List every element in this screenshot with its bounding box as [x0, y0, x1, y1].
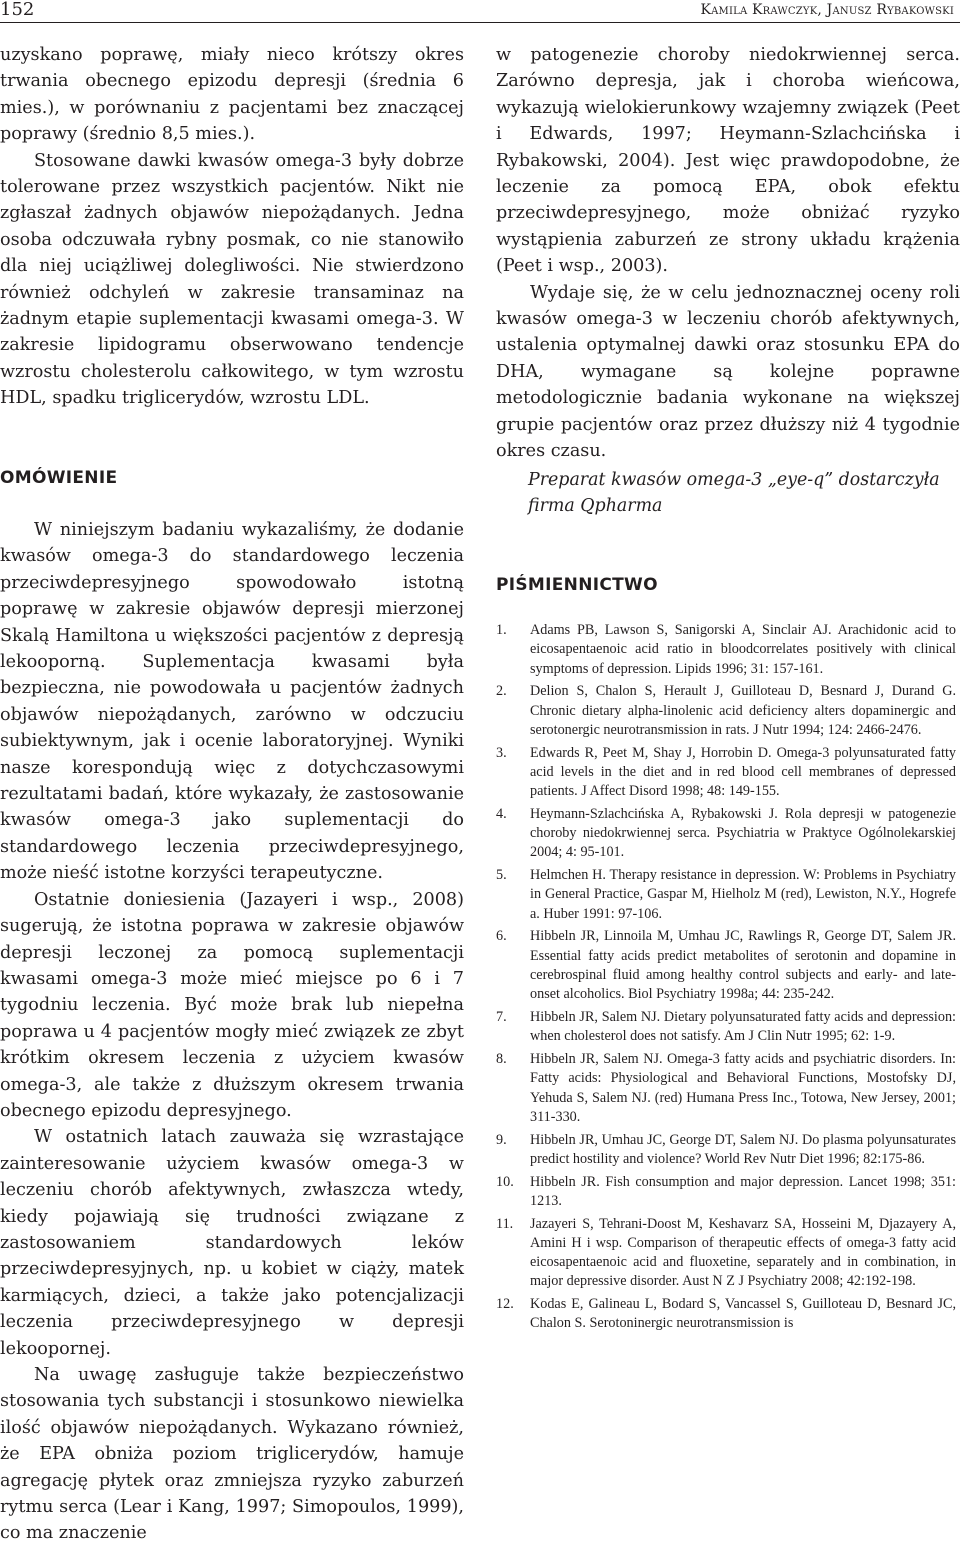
paragraph: W niniejszym badaniu wykazaliśmy, że dodanie kwasów omega-3 do standardowego leczenia przeciwdepresyjnego spowodowało istotną poprawę w zakresie objawów depresji mierzonej Skalą Hamiltona u większości pacjentów z depresją lekooporną. Suplementacja kwasami była bezpieczna, nie powodowała u pacjentów żadnych objawów niepożądanych, zarówno w odczuciu subiektywnym, jak i ocenie laboratoryjnej. Wyniki nasze korespondują więc z dotychczasowymi rezultatami badań, które wykazały, że zastosowanie kwasów omega-3 jako suplementacji do standardowego leczenia przeciwdepresyjnego, może nieść istotne korzyści terapeutyczne.	[0, 520, 464, 884]
paragraph: W ostatnich latach zauważa się wzrastające zainteresowanie użyciem kwasów omega-3 w leczeniu chorób afektywnych, zwłaszcza wtedy, kiedy pojawiają się trudności związane z zastosowaniem standardowych leków przeciwdepresyjnych, np. u kobiet w ciąży, matek karmiących, dzieci, a także jako potencjalizacji leczenia przeciwdepresyjnego w depresji lekoopornej.	[0, 1127, 464, 1359]
section-heading-references: PIŚMIENNICTWO	[496, 575, 658, 595]
running-head-authors: Kamila Krawczyk, Janusz Rybakowski	[700, 2, 954, 18]
section-heading-discussion: OMÓWIENIE	[0, 468, 118, 488]
paragraph: Stosowane dawki kwasów omega-3 były dobrze tolerowane przez wszystkich pacjentów. Nikt nie zgłaszał żadnych objawów niepożądanych. Jedna osoba odczuwała rybny posmak, co nie stanowiło dla niej uciążliwej dolegliwości. Nie stwierdzono również odchyleń w zakresie transaminaz na żadnym etapie suplementacji kwasami omega-3. W zakresie lipidogramu obserwowano tendencje wzrostu cholesterolu całkowitego, w tym wzrostu HDL, spadku triglicerydów, wzrostu LDL.	[0, 150, 464, 409]
page-header	[0, 0, 960, 24]
reference-item: 2. Delion S, Chalon S, Herault J, Guilloteau D, Besnard J, Durand G. Chronic dietary alpha-linolenic acid deficiency alters dopaminergic and serotonergic neurotransmission in rats. J Nutr 1994; 124: 2466-2476.	[496, 683, 956, 738]
page-number: 152	[0, 0, 35, 20]
paragraph: Na uwagę zasługuje także bezpieczeństwo stosowania tych substancji i stosunkowo niewielka ilość objawów niepożądanych. Wykazano również, że EPA obniża poziom triglicerydów, hamuje agregację płytek oraz zmniejsza ryzyko zaburzeń rytmu serca (Lear i Kang, 1997; Simopoulos, 1999), co ma znaczenie	[0, 1365, 464, 1544]
reference-item: 10. Hibbeln JR. Fish consumption and major depression. Lancet 1998; 351: 1213.	[496, 1173, 956, 1209]
reference-item: 6. Hibbeln JR, Linnoila M, Umhau JC, Rawlings R, George DT, Salem JR. Essential fatty acids predict metabolites of serotonin and dopamine in cerebrospinal fluid among healthy control subjects and early- and late-onset alcoholics. Biol Psychiatry 1998a; 44: 235-242.	[496, 928, 956, 1003]
reference-item: 4. Heymann-Szlachcińska A, Rybakowski J. Rola depresji w patogenezie choroby niedokrwiennej serca. Psychiatria w Praktyce Ogólnolekarskiej 2004; 4: 95-101.	[496, 805, 956, 861]
reference-item: 7. Hibbeln JR, Salem NJ. Dietary polyunsaturated fatty acids and depression: when cholesterol does not satisfy. Am J Clin Nutr 1995; 62: 1-9.	[496, 1008, 956, 1045]
sponsor-note: Preparat kwasów omega-3 „eye-q” dostarczyła firma Qpharma	[528, 470, 940, 516]
reference-item: 9. Hibbeln JR, Umhau JC, George DT, Salem NJ. Do plasma polyunsaturates predict hostility and violence? World Rev Nutr Diet 1996; 82:175-86.	[496, 1131, 956, 1167]
reference-item: 3. Edwards R, Peet M, Shay J, Horrobin D. Omega-3 polyunsaturated fatty acid levels in the diet and in red blood cell membranes of depressed patients. J Affect Disord 1998; 48: 149-155.	[496, 744, 956, 800]
paragraph: w patogenezie choroby niedokrwiennej serca. Zarówno depresja, jak i choroba wieńcowa, wykazują wielokierunkowy wzajemny związek (Peet i Edwards, 1997; Heymann-Szlachcińska i Rybakowski, 2004). Jest więc prawdopodobne, że leczenie za pomocą EPA, obok efektu przeciwdepresyjnego, może obniżać ryzyko wystąpienia zaburzeń ze strony układu krążenia (Peet i wsp., 2003).	[496, 45, 960, 277]
paragraph: uzyskano poprawę, miały nieco krótszy okres trwania obecnego epizodu depresji (średnia 6 mies.), w porównaniu z pacjentami bez znaczącej poprawy (średnio 8,5 mies.).	[0, 45, 464, 145]
discussion-body	[0, 517, 464, 1547]
reference-list	[496, 621, 956, 1337]
reference-item: 8. Hibbeln JR, Salem NJ. Omega-3 fatty acids and psychiatric disorders. In: Fatty acids: Physiological and Behavioral Functions, Mostofsky DJ, Yehuda S, Salem NJ. (red) Humana Press Inc., Totowa, New Jersey, 2001; 311-330.	[496, 1050, 956, 1125]
reference-item: 1. Adams PB, Lawson S, Sanigorski A, Sinclair AJ. Arachidonic acid to eicosapentaenoic acid ratio in bloodcorrelates positively with clinical symptoms of depression. Lipids 1996; 31: 157-161.	[496, 622, 956, 677]
reference-item: 11. Jazayeri S, Tehrani-Doost M, Keshavarz SA, Hosseini M, Djazayery A, Amini H i wsp. Comparison of therapeutic effects of omega-3 fatty acid eicosapentaenoic acid and fluoxetine, separately and in combination, in major depressive disorder. Aust N Z J Psychiatry 2008; 42:192-198.	[496, 1215, 956, 1290]
header-rule	[0, 22, 960, 23]
paragraph: Ostatnie doniesienia (Jazayeri i wsp., 2008) sugerują, że istotna poprawa w zakresie objawów depresji leczonej za pomocą suplementacji kwasami omega-3 może mieć miejsce po 6 i 7 tygodniu leczenia. Być może brak lub niepełna poprawa u 4 pacjentów mogły mieć związek ze zbyt krótkim okresem leczenia z użyciem kwasów omega-3, ale także z dłuższym okresem trwania obecnego epizodu depresyjnego.	[0, 889, 464, 1121]
discussion-continuation	[496, 42, 960, 465]
results-continuation	[0, 42, 464, 412]
reference-item: 5. Helmchen H. Therapy resistance in depression. W: Problems in Psychiatry in General Practice, Gaspar M, Hielholz M (red), Lewiston, N.Y., Hogrefe a. Huber 1991: 97-106.	[496, 867, 956, 922]
reference-item: 12. Kodas E, Galineau L, Bodard S, Vancassel S, Guilloteau D, Besnard JC, Chalon S. Serotoninergic neurotransmission is	[496, 1296, 956, 1332]
paragraph: Wydaje się, że w celu jednoznacznej oceny roli kwasów omega-3 w leczeniu chorób afektywnych, ustalenia optymalnej dawki oraz stosunku EPA do DHA, wymagane są kolejne poprawne metodologicznie badania wykonane na większej grupie pacjentów oraz przez dłuższy niż 4 tygodnie okres czasu.	[496, 282, 960, 462]
